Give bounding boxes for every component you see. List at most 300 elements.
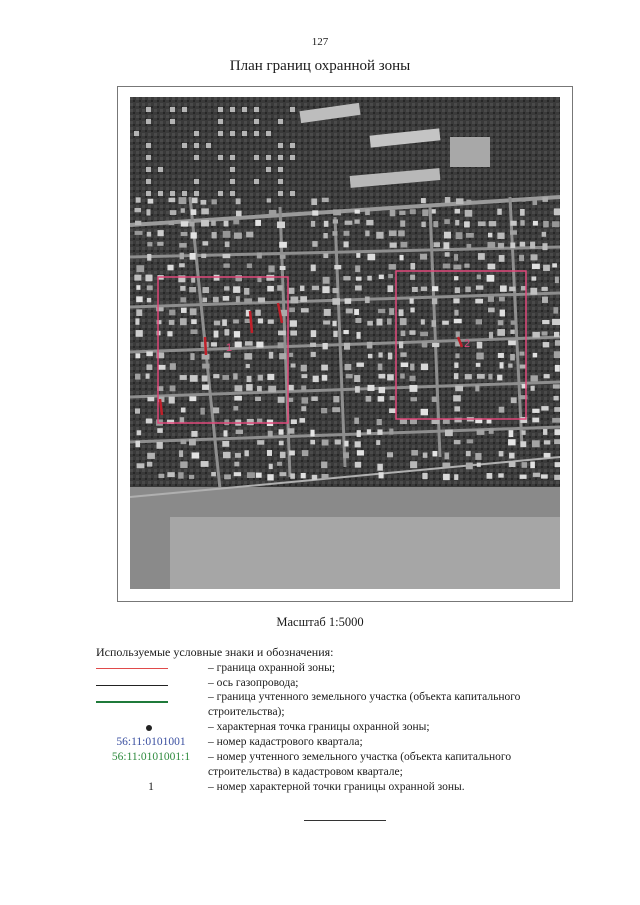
gas-axis-line-symbol bbox=[96, 685, 168, 686]
house bbox=[147, 462, 152, 467]
house bbox=[542, 197, 547, 202]
house bbox=[476, 363, 481, 367]
house bbox=[136, 265, 144, 272]
house bbox=[279, 472, 286, 476]
house bbox=[146, 179, 151, 184]
house bbox=[510, 221, 516, 226]
house bbox=[454, 474, 458, 480]
house bbox=[445, 452, 450, 459]
house bbox=[409, 385, 417, 392]
land-plot-line-symbol bbox=[96, 701, 168, 703]
house bbox=[267, 374, 274, 380]
house bbox=[256, 342, 263, 348]
house bbox=[277, 285, 282, 291]
house bbox=[167, 331, 172, 336]
house bbox=[497, 329, 505, 336]
house bbox=[147, 232, 151, 237]
house bbox=[277, 222, 285, 229]
house bbox=[322, 439, 329, 445]
house bbox=[280, 255, 286, 259]
house bbox=[543, 429, 547, 435]
house bbox=[390, 210, 396, 216]
house bbox=[489, 332, 493, 339]
house bbox=[333, 219, 338, 223]
house bbox=[277, 462, 282, 466]
house bbox=[179, 263, 185, 267]
house bbox=[147, 298, 151, 302]
house bbox=[421, 319, 425, 324]
house bbox=[355, 210, 360, 214]
house bbox=[169, 310, 175, 316]
house bbox=[552, 263, 557, 267]
house bbox=[289, 353, 293, 357]
house bbox=[367, 385, 374, 391]
house bbox=[223, 452, 231, 458]
house bbox=[257, 440, 264, 445]
house bbox=[554, 439, 560, 444]
house bbox=[489, 429, 494, 434]
house bbox=[218, 191, 223, 196]
house bbox=[246, 384, 253, 391]
house bbox=[544, 453, 551, 458]
house bbox=[332, 288, 338, 293]
house bbox=[421, 198, 426, 203]
house bbox=[278, 143, 283, 148]
house bbox=[399, 342, 403, 349]
house bbox=[170, 385, 176, 391]
house bbox=[346, 374, 353, 378]
house bbox=[279, 242, 287, 248]
house bbox=[157, 230, 163, 236]
house bbox=[488, 264, 496, 270]
house bbox=[476, 353, 483, 360]
page-number: 127 bbox=[311, 36, 329, 48]
house bbox=[170, 107, 175, 112]
house bbox=[290, 107, 295, 112]
house bbox=[181, 408, 186, 413]
house bbox=[212, 232, 217, 238]
house bbox=[488, 374, 492, 380]
house bbox=[544, 440, 550, 444]
house bbox=[333, 331, 337, 337]
house bbox=[310, 430, 314, 437]
house bbox=[532, 264, 540, 269]
house bbox=[543, 221, 549, 228]
house bbox=[541, 287, 547, 291]
house bbox=[235, 342, 242, 348]
house bbox=[555, 340, 560, 346]
house bbox=[499, 297, 505, 302]
house bbox=[324, 221, 329, 227]
house bbox=[467, 439, 473, 443]
house bbox=[254, 107, 259, 112]
house bbox=[192, 198, 198, 204]
house bbox=[180, 318, 187, 325]
house bbox=[234, 331, 240, 337]
house bbox=[432, 286, 438, 291]
house bbox=[201, 208, 209, 214]
house bbox=[554, 429, 560, 435]
house bbox=[442, 463, 450, 467]
house bbox=[202, 298, 207, 303]
house bbox=[192, 452, 200, 458]
house bbox=[554, 475, 560, 480]
house bbox=[365, 230, 369, 236]
house bbox=[477, 374, 485, 379]
house bbox=[236, 430, 243, 434]
house bbox=[511, 320, 516, 324]
house bbox=[235, 385, 243, 391]
house bbox=[498, 473, 503, 477]
house bbox=[453, 395, 461, 401]
house bbox=[343, 330, 348, 334]
house bbox=[182, 191, 187, 196]
house bbox=[254, 179, 259, 184]
house bbox=[181, 308, 187, 313]
house bbox=[443, 242, 449, 249]
house bbox=[254, 131, 259, 136]
house bbox=[324, 309, 331, 316]
legend-desc: – граница охранной зоны; bbox=[208, 662, 336, 674]
house bbox=[136, 197, 141, 202]
house bbox=[332, 298, 340, 305]
house bbox=[387, 285, 393, 292]
house bbox=[498, 243, 504, 248]
house bbox=[202, 375, 208, 381]
house bbox=[214, 331, 219, 338]
house bbox=[355, 318, 361, 323]
house bbox=[299, 418, 305, 423]
house bbox=[280, 452, 286, 458]
house bbox=[256, 473, 262, 478]
house bbox=[180, 286, 185, 291]
house bbox=[376, 232, 383, 239]
house bbox=[376, 440, 380, 445]
house bbox=[230, 167, 235, 172]
house bbox=[146, 143, 151, 148]
house bbox=[170, 210, 177, 215]
house bbox=[233, 286, 240, 293]
house bbox=[230, 155, 235, 160]
house bbox=[445, 197, 450, 203]
map-frame bbox=[117, 86, 573, 602]
house bbox=[291, 363, 296, 367]
house bbox=[136, 309, 142, 316]
house bbox=[389, 308, 394, 315]
quarter-number-symbol: 56:11:0101001 bbox=[116, 736, 186, 748]
house bbox=[401, 331, 406, 337]
house bbox=[235, 275, 242, 281]
house bbox=[475, 453, 481, 460]
house bbox=[190, 253, 196, 260]
house bbox=[211, 220, 216, 225]
house bbox=[147, 397, 154, 401]
house bbox=[466, 200, 471, 204]
house bbox=[190, 375, 198, 382]
house bbox=[311, 198, 317, 205]
house bbox=[313, 376, 319, 382]
house bbox=[323, 277, 330, 284]
house bbox=[146, 155, 151, 160]
house bbox=[211, 199, 216, 204]
house bbox=[181, 208, 185, 213]
house bbox=[233, 319, 239, 323]
house bbox=[420, 332, 428, 336]
house bbox=[257, 252, 262, 258]
house bbox=[202, 385, 209, 390]
house bbox=[194, 179, 199, 184]
house bbox=[508, 364, 512, 368]
house bbox=[345, 364, 352, 370]
house bbox=[194, 143, 199, 148]
house bbox=[410, 263, 415, 269]
house bbox=[456, 232, 463, 239]
house bbox=[421, 222, 425, 227]
house bbox=[179, 243, 186, 248]
house bbox=[401, 363, 409, 367]
house bbox=[301, 308, 309, 312]
house bbox=[356, 363, 364, 367]
house bbox=[530, 375, 537, 381]
legend-desc: – номер характерной точки границы охранной зоны. bbox=[208, 781, 465, 793]
house bbox=[211, 342, 217, 346]
house bbox=[179, 197, 187, 204]
house bbox=[213, 297, 219, 303]
house bbox=[312, 210, 318, 215]
house bbox=[301, 365, 307, 372]
house bbox=[191, 329, 198, 334]
house bbox=[278, 179, 283, 184]
house bbox=[233, 219, 239, 224]
house bbox=[268, 431, 273, 437]
house bbox=[497, 375, 502, 381]
house bbox=[420, 254, 427, 260]
house bbox=[157, 242, 163, 246]
house bbox=[194, 131, 199, 136]
house bbox=[247, 263, 252, 268]
house bbox=[454, 254, 458, 261]
house bbox=[542, 243, 547, 250]
house bbox=[289, 398, 294, 402]
house bbox=[146, 191, 151, 196]
house bbox=[379, 387, 385, 393]
house bbox=[356, 332, 360, 339]
house bbox=[345, 221, 353, 225]
house bbox=[311, 396, 318, 400]
house bbox=[189, 396, 196, 401]
house bbox=[410, 298, 414, 303]
house bbox=[520, 209, 525, 216]
house bbox=[354, 219, 359, 223]
house bbox=[476, 319, 482, 324]
house bbox=[268, 265, 274, 272]
house bbox=[245, 341, 253, 345]
house bbox=[233, 373, 237, 379]
house bbox=[224, 474, 231, 479]
house bbox=[234, 472, 241, 476]
house bbox=[278, 155, 283, 160]
house bbox=[135, 374, 140, 380]
field-area-light bbox=[170, 517, 560, 589]
house bbox=[269, 210, 276, 215]
house bbox=[499, 255, 505, 262]
house bbox=[346, 309, 353, 314]
house bbox=[387, 374, 394, 380]
house bbox=[555, 462, 560, 467]
house bbox=[322, 286, 329, 293]
house bbox=[477, 342, 483, 349]
house bbox=[543, 265, 550, 271]
house bbox=[475, 385, 479, 391]
house bbox=[301, 397, 308, 403]
house bbox=[411, 450, 418, 455]
house bbox=[135, 408, 140, 413]
plot-number-symbol: 56:11:0101001:1 bbox=[111, 751, 191, 763]
house bbox=[312, 475, 317, 480]
house bbox=[530, 462, 535, 469]
house bbox=[366, 220, 373, 225]
house bbox=[433, 221, 438, 227]
house bbox=[191, 319, 197, 324]
house bbox=[191, 232, 197, 238]
house bbox=[170, 363, 176, 370]
house bbox=[167, 265, 173, 271]
house bbox=[412, 287, 418, 292]
house bbox=[234, 232, 242, 238]
house bbox=[498, 320, 504, 325]
house bbox=[201, 200, 207, 205]
house bbox=[389, 429, 393, 435]
house bbox=[410, 209, 416, 214]
house bbox=[267, 286, 274, 292]
house bbox=[454, 406, 460, 411]
house bbox=[355, 462, 361, 468]
house bbox=[206, 143, 211, 148]
house bbox=[497, 209, 502, 215]
house bbox=[532, 418, 539, 423]
house bbox=[401, 242, 408, 248]
house bbox=[311, 330, 316, 337]
house bbox=[400, 220, 405, 226]
house bbox=[288, 385, 293, 390]
pipeline-segment bbox=[205, 337, 206, 355]
house bbox=[456, 198, 463, 204]
house bbox=[145, 275, 152, 282]
house bbox=[455, 220, 459, 225]
house bbox=[235, 453, 241, 458]
house bbox=[500, 285, 507, 291]
house bbox=[399, 211, 405, 215]
house bbox=[179, 450, 183, 457]
house bbox=[254, 155, 259, 160]
house bbox=[355, 285, 362, 290]
house bbox=[223, 296, 230, 301]
house bbox=[367, 254, 375, 261]
house bbox=[289, 450, 295, 455]
house bbox=[157, 428, 163, 433]
house bbox=[180, 375, 187, 380]
house bbox=[544, 374, 550, 378]
house bbox=[410, 461, 417, 468]
house bbox=[520, 242, 525, 247]
house bbox=[311, 352, 316, 357]
house bbox=[246, 364, 250, 368]
house bbox=[456, 331, 460, 337]
house bbox=[387, 318, 392, 324]
house bbox=[191, 209, 197, 215]
house bbox=[444, 232, 451, 239]
house bbox=[321, 474, 328, 479]
house bbox=[443, 264, 450, 269]
house bbox=[466, 233, 474, 238]
house bbox=[137, 463, 145, 468]
house bbox=[432, 451, 437, 456]
house bbox=[170, 191, 175, 196]
house bbox=[542, 320, 549, 324]
house bbox=[422, 209, 428, 216]
house bbox=[445, 252, 450, 256]
house bbox=[301, 473, 306, 478]
house bbox=[455, 287, 460, 293]
house bbox=[269, 352, 273, 359]
house bbox=[453, 265, 461, 270]
house bbox=[379, 275, 384, 279]
house bbox=[146, 107, 151, 112]
house bbox=[332, 231, 337, 236]
house bbox=[280, 266, 286, 270]
house bbox=[442, 321, 449, 325]
house bbox=[465, 287, 470, 293]
house bbox=[223, 430, 227, 436]
house bbox=[454, 310, 458, 316]
house bbox=[201, 254, 206, 258]
house bbox=[498, 353, 504, 358]
house bbox=[312, 241, 317, 247]
house bbox=[477, 463, 481, 467]
house bbox=[323, 343, 328, 349]
house bbox=[377, 429, 382, 434]
house bbox=[211, 472, 216, 476]
house bbox=[511, 397, 517, 403]
house bbox=[356, 253, 360, 258]
house bbox=[170, 119, 175, 124]
house bbox=[432, 420, 440, 424]
house bbox=[366, 396, 372, 402]
house bbox=[290, 155, 295, 160]
house bbox=[400, 318, 407, 325]
house bbox=[454, 362, 458, 367]
house bbox=[258, 297, 265, 302]
house bbox=[244, 450, 248, 456]
house bbox=[400, 373, 405, 378]
house bbox=[169, 320, 175, 325]
page-title: План границ охранной зоны bbox=[229, 58, 411, 74]
house bbox=[532, 409, 539, 413]
house bbox=[182, 143, 187, 148]
house bbox=[343, 452, 349, 458]
house bbox=[269, 464, 273, 469]
house bbox=[267, 474, 273, 480]
house bbox=[355, 265, 360, 272]
house bbox=[247, 376, 252, 382]
house bbox=[553, 307, 558, 313]
house bbox=[332, 321, 336, 326]
house bbox=[244, 298, 252, 303]
house bbox=[247, 419, 254, 425]
house bbox=[520, 441, 526, 447]
house bbox=[409, 330, 415, 335]
house bbox=[181, 440, 187, 445]
